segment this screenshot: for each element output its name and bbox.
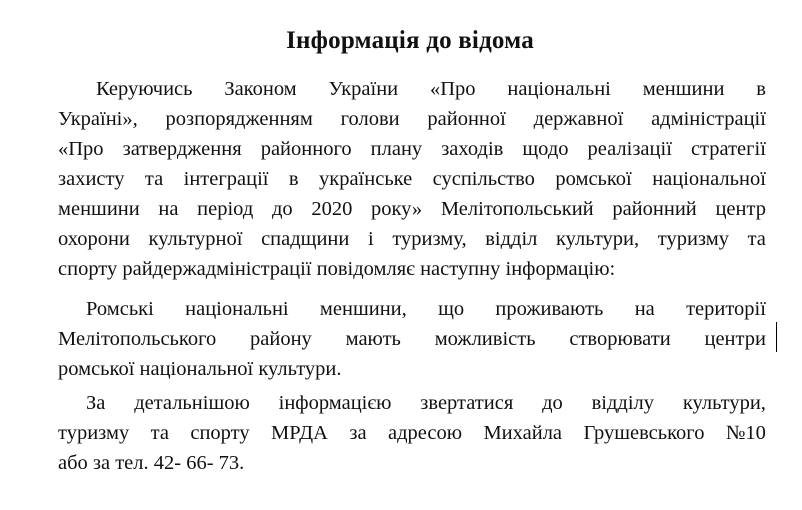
paragraph-line: «Про затвердження районного плану заходів щодо реалізації стратегії [58, 138, 766, 160]
paragraph-line: Керуючись Законом України «Про національні меншини в [96, 78, 766, 100]
paragraph-line: Україні», розпорядженням голови районної державної адміністрації [58, 108, 766, 130]
paragraph-line: туризму та спорту МРДА за адресою Михайла Грушевського №10 [58, 422, 766, 444]
paragraph-line: Ромські національні меншини, що проживають на території [86, 298, 766, 320]
paragraph-line: За детальнішою інформацією звертатися до відділу культури, [86, 392, 766, 414]
paragraph-line: ромської національної культури. [58, 358, 342, 380]
text-cursor [776, 322, 777, 352]
paragraph-law-reference [58, 74, 766, 284]
document-title: Інформація до відома [286, 27, 534, 54]
paragraph-line: спорту райдержадміністрації повідомляє наступну інформацію: [58, 258, 616, 280]
paragraph-line: або за тел. 42- 66- 73. [58, 452, 245, 474]
paragraph-line: охорони культурної спадщини і туризму, відділ культури, туризму та [58, 228, 766, 250]
paragraph-contact-info [58, 388, 766, 478]
paragraph-line: меншини на період до 2020 року» Мелітопольський районний центр [58, 198, 766, 220]
paragraph-line: захисту та інтеграції в українське суспільство ромської національної [58, 168, 766, 190]
paragraph-roma-minorities [58, 294, 766, 384]
paragraph-line: Мелітопольського району мають можливість створювати центри [58, 328, 766, 350]
